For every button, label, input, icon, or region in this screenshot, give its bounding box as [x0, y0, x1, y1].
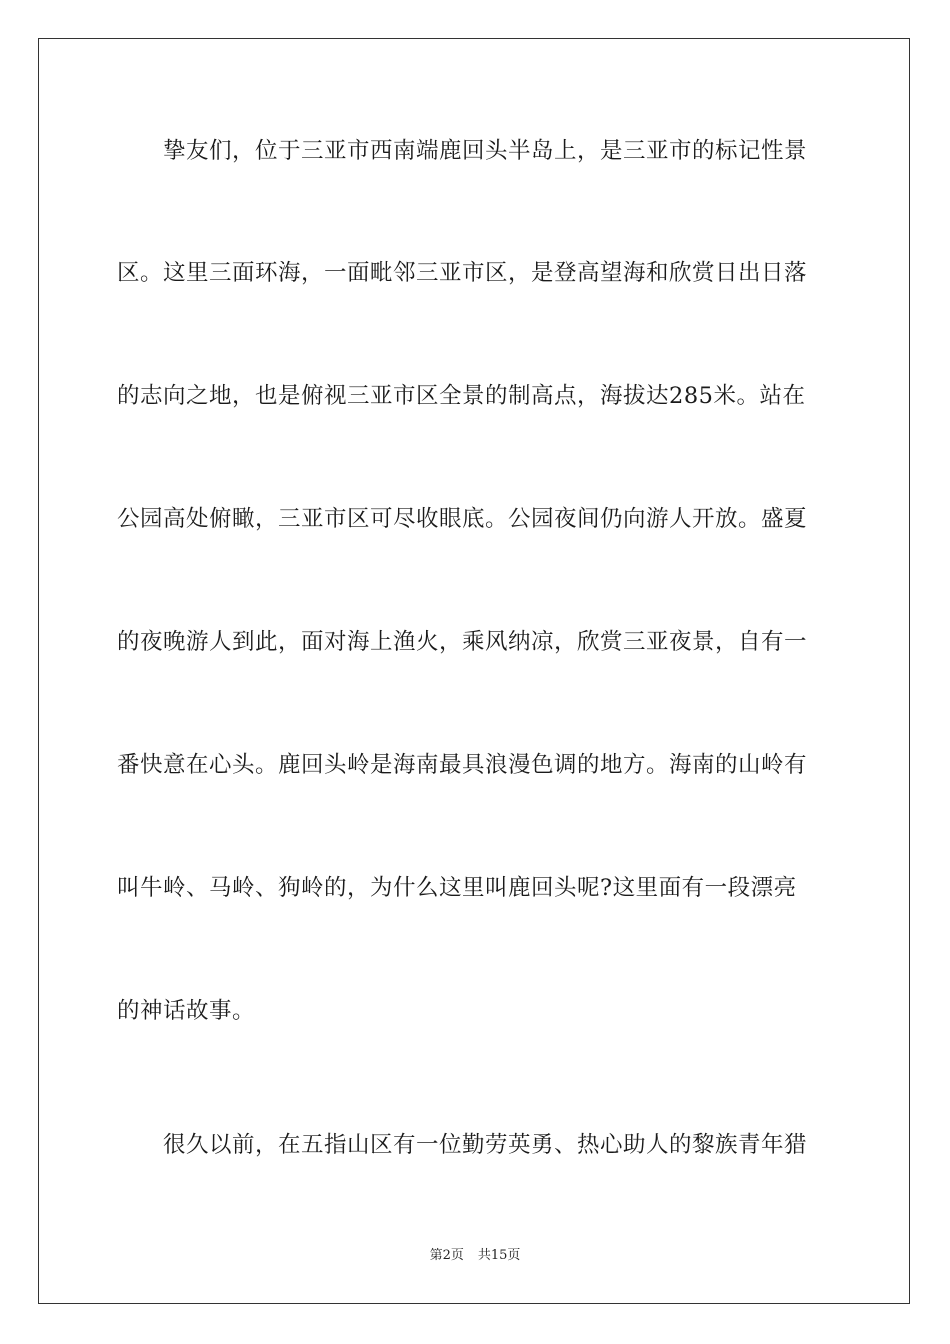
page-number: 第2页 — [429, 1248, 464, 1263]
page-border — [38, 38, 910, 1304]
text-line-4: 公园高处俯瞰，三亚市区可尽收眼底。公园夜间仍向游人开放。盛夏 — [117, 506, 808, 532]
text-line-1: 挚友们，位于三亚市西南端鹿回头半岛上，是三亚市的标记性景 — [117, 138, 808, 164]
page-total: 共15页 — [477, 1248, 521, 1263]
text-line-9: 很久以前，在五指山区有一位勤劳英勇、热心助人的黎族青年猎 — [117, 1132, 808, 1158]
text-line-7: 叫牛岭、马岭、狗岭的，为什么这里叫鹿回头呢?这里面有一段漂亮 — [117, 875, 797, 901]
text-line-5: 的夜晚游人到此，面对海上渔火，乘风纳凉，欣赏三亚夜景，自有一 — [117, 629, 808, 655]
text-line-2: 区。这里三面环海，一面毗邻三亚市区，是登高望海和欣赏日出日落 — [117, 260, 808, 286]
text-line-6: 番快意在心头。鹿回头岭是海南最具浪漫色调的地方。海南的山岭有 — [117, 752, 808, 778]
text-line-3: 的志向之地，也是俯视三亚市区全景的制高点，海拔达285米。站在 — [117, 383, 806, 409]
page-footer — [0, 1247, 950, 1265]
text-line-8: 的神话故事。 — [117, 998, 256, 1024]
